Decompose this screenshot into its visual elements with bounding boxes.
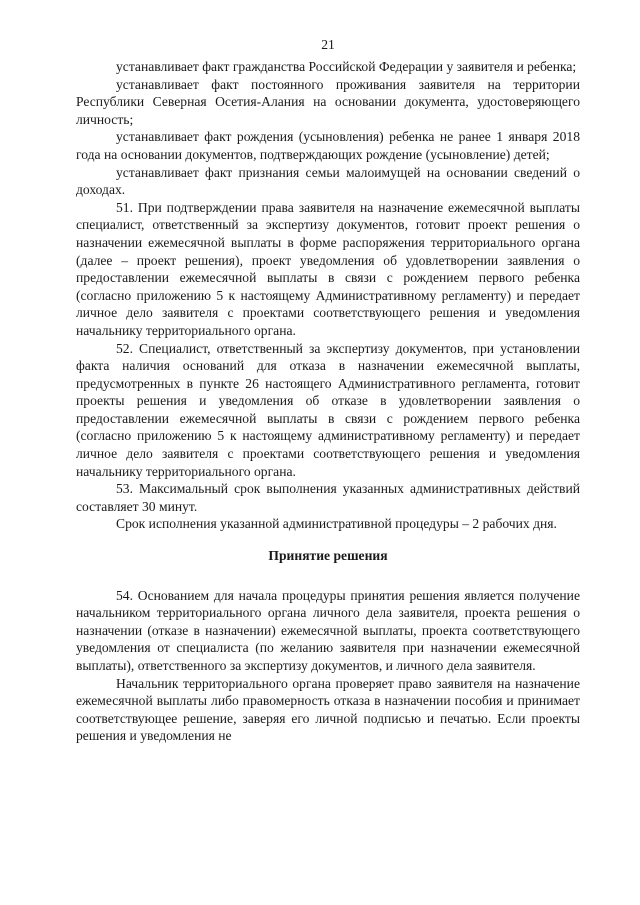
paragraph-item-51: 51. При подтверждении права заявителя на назначение ежемесячной выплаты специалист, ответственный за экспертизу документов, готовит проект решения о назначении ежемесячной выплаты в форме распоряжения территориального органа (далее – проект решения), проект уведомления об удовлетворении заявления о предоставлении ежемесячной выплаты в связи с рождением первого ребенка (согласно приложению 5 к настоящему Административному регламенту) и передает личное дело заявителя с проектами соответствующего решения и уведомления начальнику территориального органа. [76, 199, 580, 338]
document-page [76, 0, 580, 745]
paragraph-birth: устанавливает факт рождения (усыновления) ребенка не ранее 1 января 2018 года на основании документов, подтверждающих рождение (усыновление) детей; [76, 129, 580, 162]
paragraph-citizenship: устанавливает факт гражданства Российской Федерации у заявителя и ребенка; [116, 59, 577, 74]
paragraph-item-52: 52. Специалист, ответственный за экспертизу документов, при установлении факта наличия оснований для отказа в назначении ежемесячной выплаты, предусмотренных в пункте 26 настоящего Административного регламента, готовит проекты решения и уведомления об отказе в удовлетворении заявления о предоставлении ежемесячной выплаты в связи с рождением первого ребенка (согласно приложению 5 к настоящему административному регламенту) и передает личное дело заявителя с проектами соответствующего решения и уведомления начальнику территориального органа. [76, 340, 580, 479]
paragraph-item-54: 54. Основанием для начала процедуры принятия решения является получение начальником территориального органа личного дела заявителя, проекта решения о назначении (отказе в назначении) ежемесячной выплаты, проекта соответствующего уведомления от специалиста (по желанию заявителя при назначении ежемесячной выплаты), ответственного за экспертизу документов, и личного дела заявителя. [76, 587, 580, 673]
paragraph-item-53: 53. Максимальный срок выполнения указанных административных действий составляет 30 минут. [76, 481, 580, 514]
paragraph-head-check: Начальник территориального органа проверяет право заявителя на назначение ежемесячной выплаты либо правомерность отказа в назначении пособия и принимает соответствующее решение, заверяя его личной подписью и печатью. Если проекты решения и уведомления не [76, 675, 580, 744]
paragraph-low-income: устанавливает факт признания семьи малоимущей на основании сведений о доходах. [76, 164, 580, 198]
paragraph-deadline: Срок исполнения указанной административной процедуры – 2 рабочих дня. [116, 516, 557, 532]
section-heading: Принятие решения [268, 548, 388, 564]
paragraph-residence: устанавливает факт постоянного проживания заявителя на территории Республики Северная Осетия-Алания на основании документа, удостоверяющего личность; [76, 76, 580, 127]
page-number: 21 [321, 37, 335, 52]
